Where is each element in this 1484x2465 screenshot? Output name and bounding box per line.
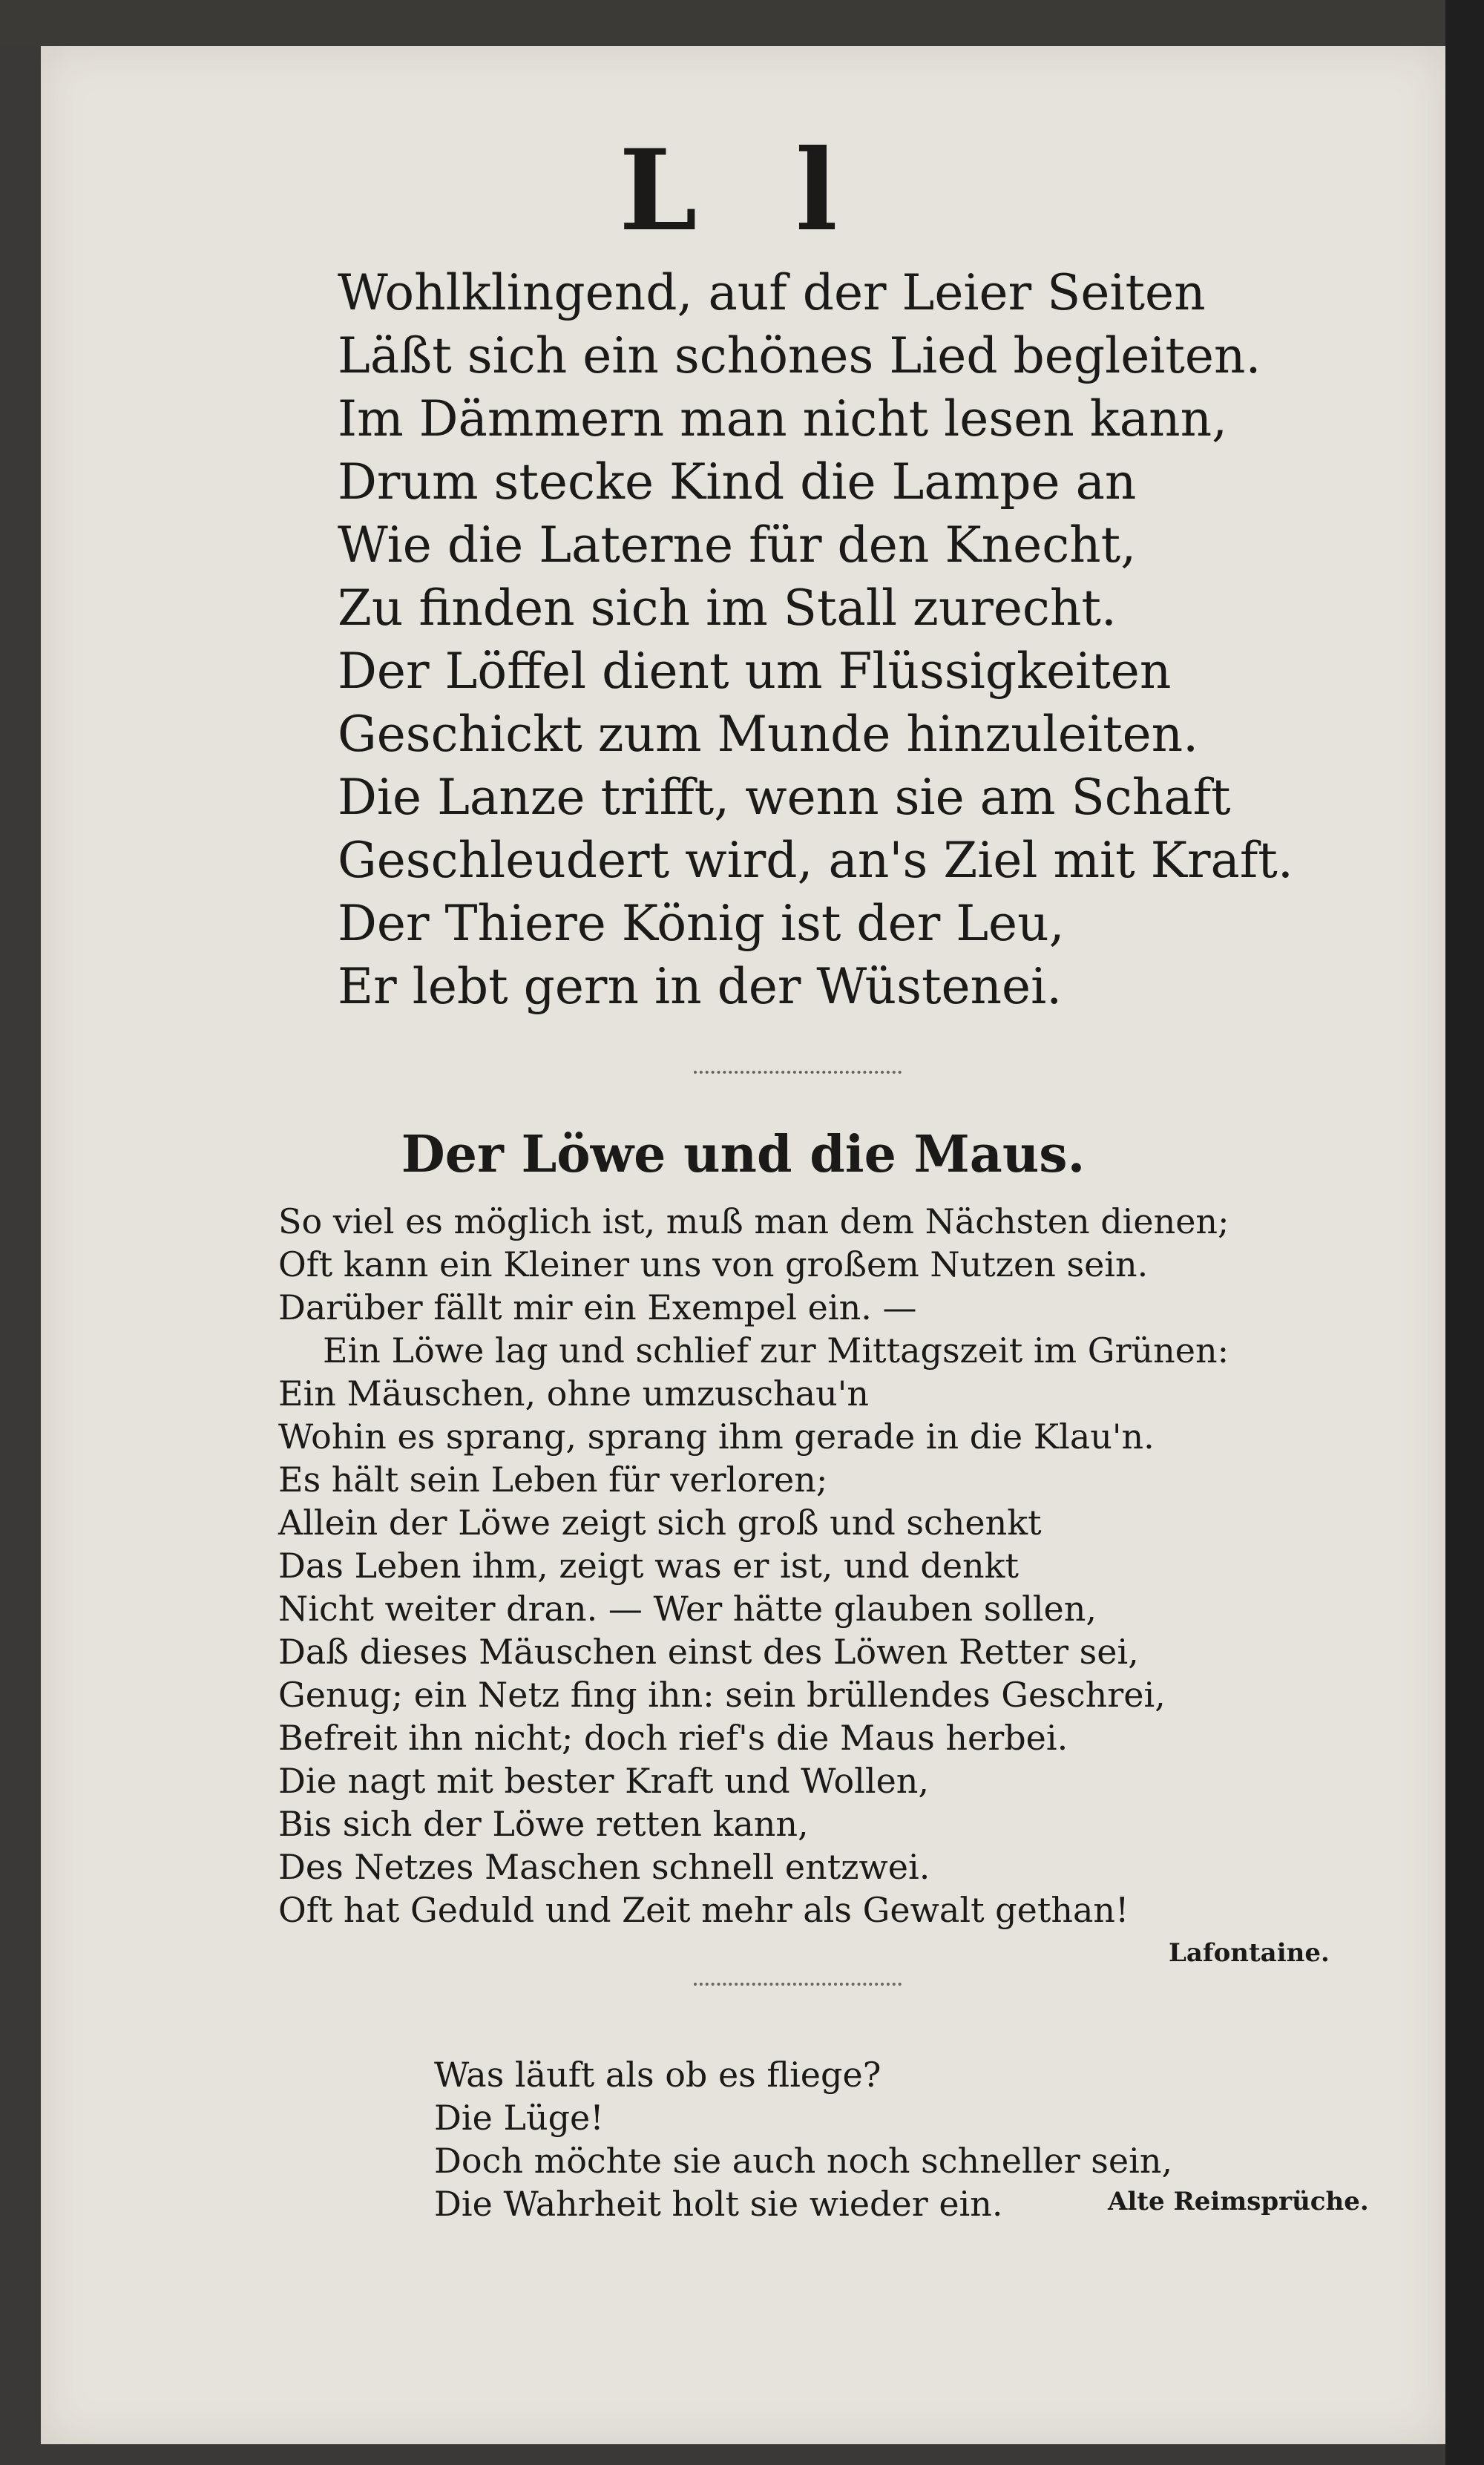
- fable-line: Allein der Löwe zeigt sich groß und schenkt: [278, 1503, 1042, 1543]
- rhyme-source: Alte Reimsprüche.: [1108, 2187, 1369, 2216]
- poem-line: Drum stecke Kind die Lampe an: [338, 453, 1137, 511]
- fable-line: Oft kann ein Kleiner uns von großem Nutzen sein.: [278, 1244, 1149, 1284]
- poem-line: Wie die Laterne für den Knecht,: [338, 516, 1137, 574]
- fable-line: Oft hat Geduld und Zeit mehr als Gewalt gethan!: [278, 1890, 1129, 1930]
- fable-line: Des Netzes Maschen schnell entzwei.: [278, 1847, 930, 1887]
- poem-line: Der Thiere König ist der Leu,: [338, 895, 1065, 952]
- fable-line: Es hält sein Leben für verloren;: [278, 1460, 828, 1500]
- fable-line: Befreit ihn nicht; doch rief's die Maus herbei.: [278, 1718, 1068, 1758]
- rhyme-line: Die Lüge!: [434, 2098, 604, 2138]
- poem-line: Zu finden sich im Stall zurecht.: [338, 580, 1117, 637]
- top-border: [0, 0, 1445, 46]
- poem-line: Läßt sich ein schönes Lied begleiten.: [338, 327, 1261, 384]
- poem-line: Wohlklingend, auf der Leier Seiten: [338, 264, 1206, 321]
- poem-line: Die Lanze trifft, wenn sie am Schaft: [338, 769, 1231, 826]
- ornamental-divider: [694, 1071, 902, 1074]
- fable-line: Bis sich der Löwe retten kann,: [278, 1804, 809, 1844]
- right-border: [1445, 0, 1484, 2465]
- fable-line: Daß dieses Mäuschen einst des Löwen Retter sei,: [278, 1632, 1139, 1672]
- poem-line: Er lebt gern in der Wüstenei.: [338, 958, 1063, 1015]
- fable-line: Genug; ein Netz fing ihn: sein brüllendes Geschrei,: [278, 1675, 1166, 1715]
- fable-line: Darüber fällt mir ein Exempel ein. —: [278, 1287, 917, 1327]
- poem-line: Geschickt zum Munde hinzuleiten.: [338, 706, 1199, 763]
- rhyme-line: Was läuft als ob es fliege?: [434, 2055, 881, 2095]
- rhyme-line: Die Wahrheit holt sie wieder ein.: [434, 2184, 1003, 2224]
- poem-line: Der Löffel dient um Flüssigkeiten: [338, 643, 1172, 700]
- fable-line: Ein Mäuschen, ohne umzuschau'n: [278, 1373, 869, 1414]
- page-title: L l: [619, 125, 867, 256]
- fable-line: Das Leben ihm, zeigt was er ist, und denkt: [278, 1546, 1020, 1586]
- alphabet-poem: [338, 261, 1293, 1018]
- fable-line: Nicht weiter dran. — Wer hätte glauben sollen,: [278, 1589, 1097, 1629]
- poem-line: Geschleudert wird, an's Ziel mit Kraft.: [338, 832, 1293, 889]
- book-page: [41, 46, 1445, 2444]
- rhyme-line: Doch möchte sie auch noch schneller sein,: [434, 2141, 1173, 2181]
- poem-line: Im Dämmern man nicht lesen kann,: [338, 390, 1228, 447]
- fable-line: Ein Löwe lag und schlief zur Mittagszeit im Grünen:: [323, 1330, 1229, 1371]
- ornamental-divider: [694, 1983, 902, 1986]
- fable-heading: Der Löwe und die Maus.: [401, 1125, 1086, 1184]
- fable-line: So viel es möglich ist, muß man dem Nächsten dienen;: [278, 1201, 1229, 1241]
- fable-text: [278, 1200, 1229, 1931]
- rhyme-text: [434, 2053, 1172, 2225]
- fable-author: Lafontaine.: [1169, 1938, 1330, 1968]
- fable-line: Wohin es sprang, sprang ihm gerade in die Klau'n.: [278, 1417, 1155, 1457]
- fable-line: Die nagt mit bester Kraft und Wollen,: [278, 1761, 930, 1801]
